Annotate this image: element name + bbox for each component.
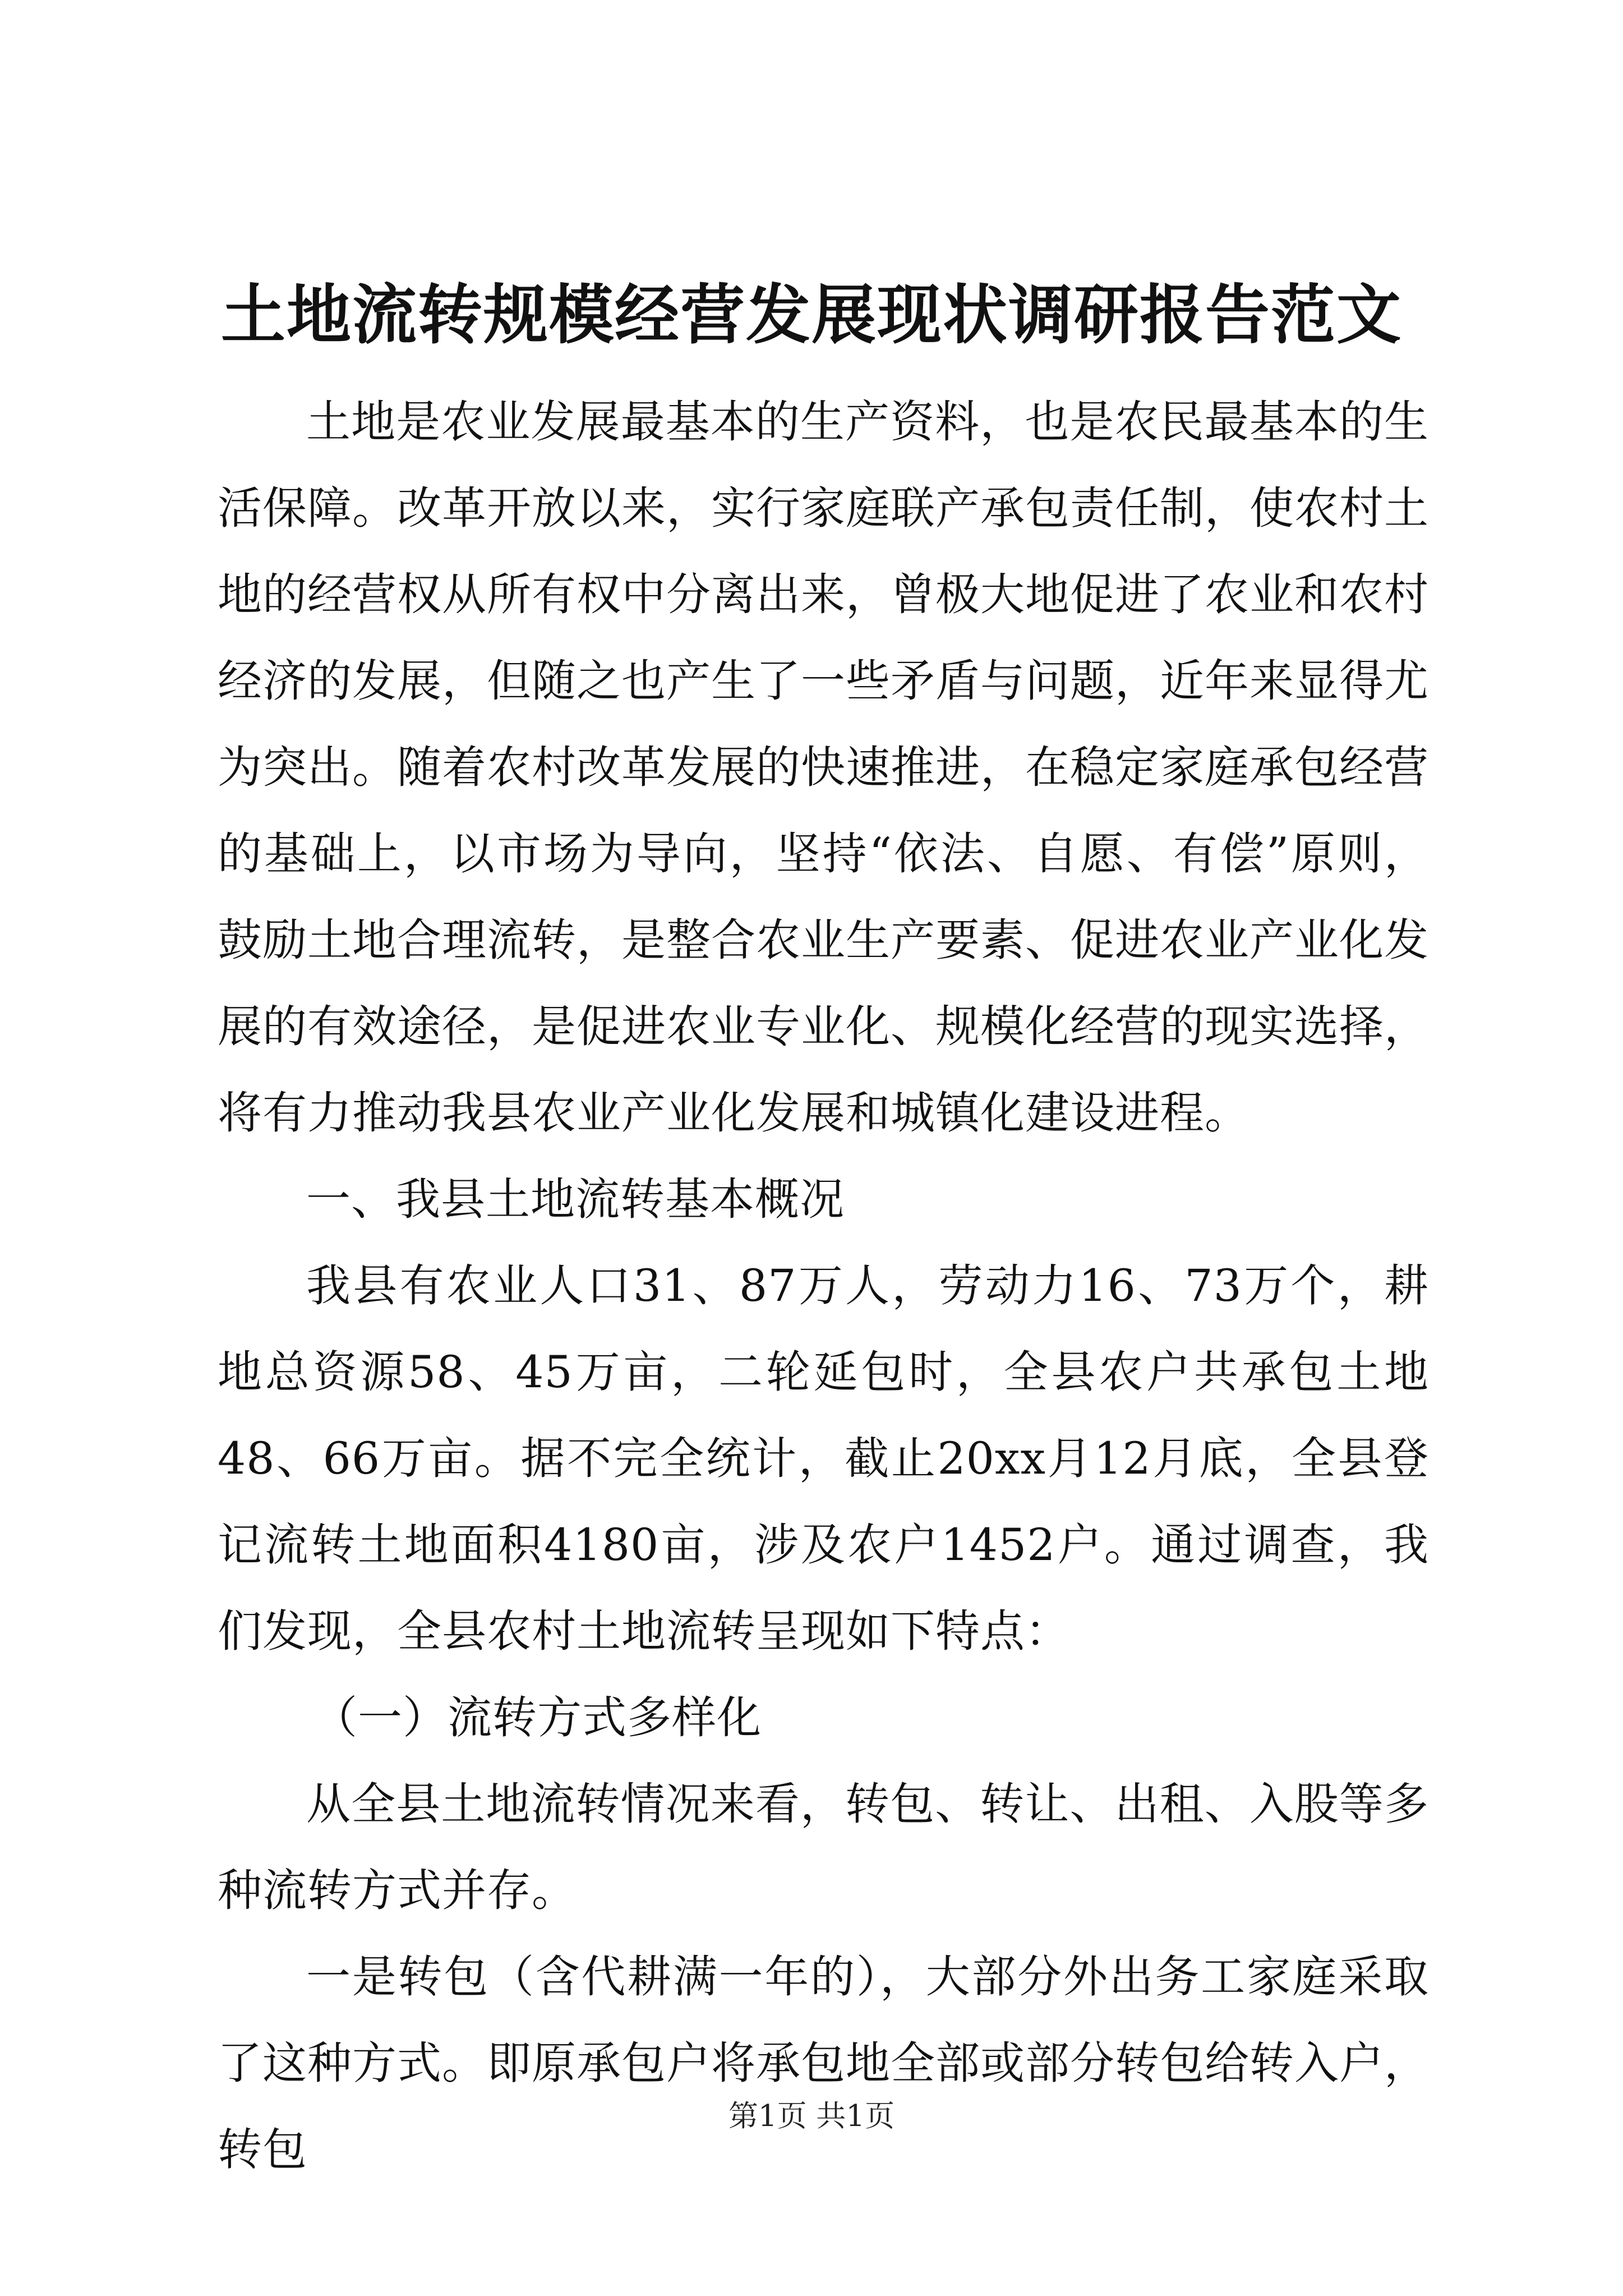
transfer-methods-paragraph: 从全县土地流转情况来看，转包、转让、出租、入股等多种流转方式并存。 [218, 1778, 1429, 1916]
subsection-heading-1: （一）流转方式多样化 [313, 1692, 762, 1743]
document-body [218, 379, 1429, 2193]
subcontract-paragraph: 一是转包（含代耕满一年的），大部分外出务工家庭采取了这种方式。即原承包户将承包地全部或部分转包给转入户，转包 [218, 1951, 1429, 2175]
document-title: 土地流转规模经营发展现状调研报告范文 [220, 278, 1402, 353]
overview-paragraph: 我县有农业人口31、87万人，劳动力16、73万个，耕地总资源58、45万亩，二轮延包时，全县农户共承包土地48、66万亩。据不完全统计，截止20xx月12月底，全县登记流转土地面积4180亩，涉及农户1452户。通过调查，我们发现，全县农村土地流转呈现如下特点： [218, 1260, 1429, 1657]
page-footer: 第1页 共1页 [728, 2099, 895, 2133]
intro-paragraph: 土地是农业发展最基本的生产资料，也是农民最基本的生活保障。改革开放以来，实行家庭联产承包责任制，使农村土地的经营权从所有权中分离出来，曾极大地促进了农业和农村经济的发展，但随之也产生了一些矛盾与问题，近年来显得尤为突出。随着农村改革发展的快速推进，在稳定家庭承包经营的基础上，以市场为导向，坚持“依法、自愿、有偿”原则，鼓励土地合理流转，是整合农业生产要素、促进农业产业化发展的有效途径，是促进农业专业化、规模化经营的现实选择，将有力推动我县农业产业化发展和城镇化建设进程。 [218, 396, 1429, 1139]
section-heading-1: 一、我县土地流转基本概况 [306, 1174, 845, 1225]
